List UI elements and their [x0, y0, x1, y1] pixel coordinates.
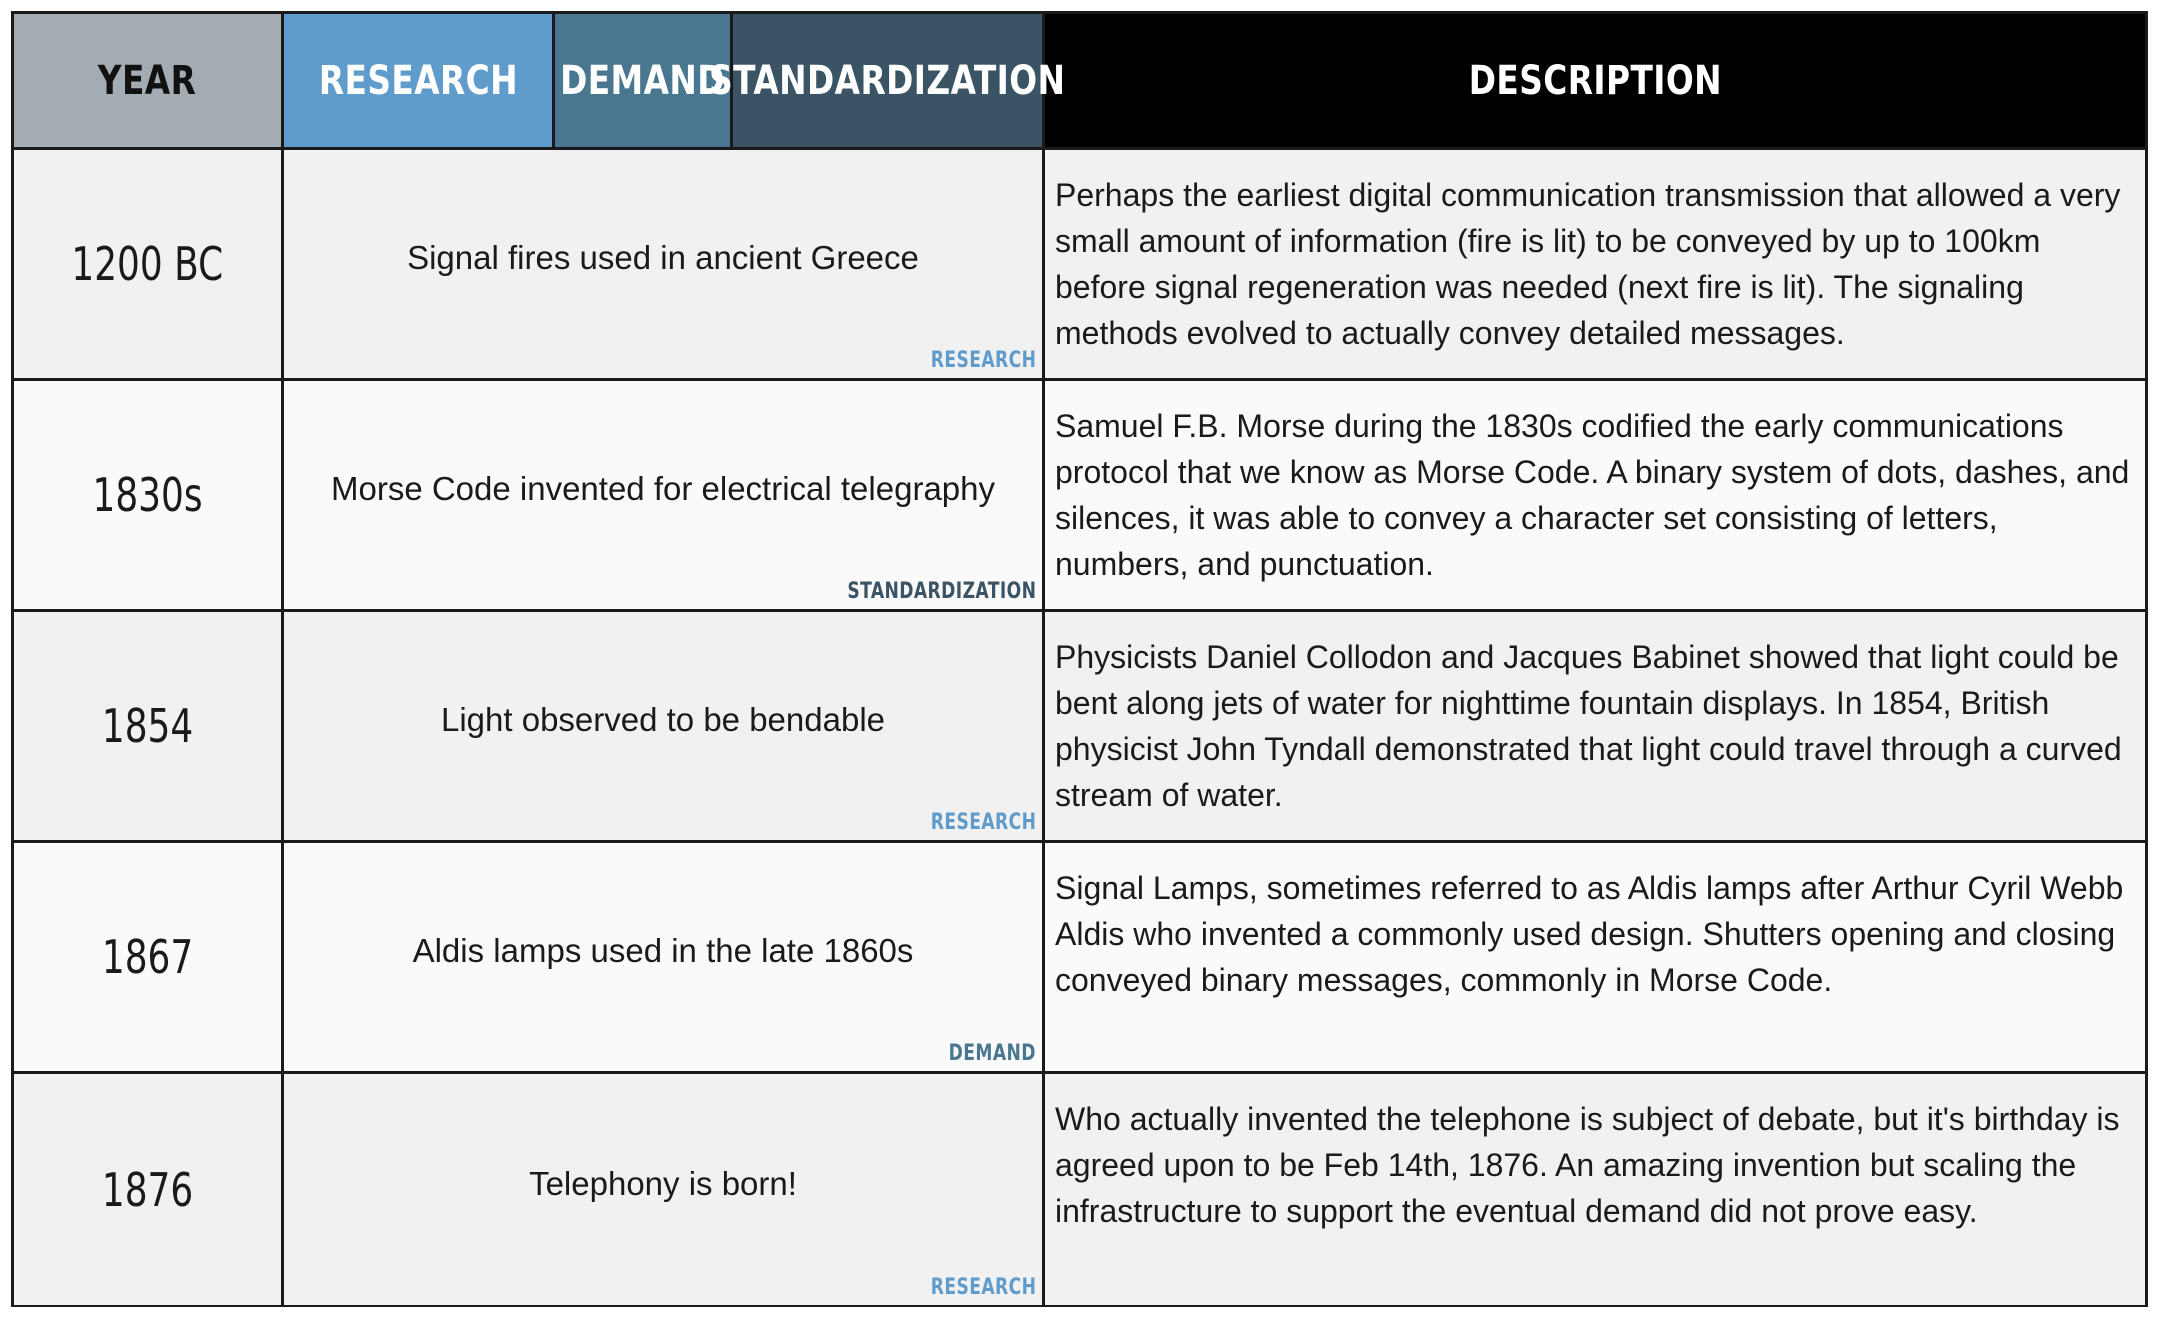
event-text: Morse Code invented for electrical telegraphy	[330, 470, 995, 507]
category-tag: RESEARCH	[930, 348, 1036, 373]
header-year: YEAR	[14, 14, 284, 150]
row-event	[284, 612, 1045, 843]
row-event	[284, 843, 1045, 1074]
event-text: Light observed to be bendable	[440, 701, 886, 738]
category-tag: RESEARCH	[930, 810, 1036, 835]
row-event	[284, 150, 1045, 381]
row-description: Samuel F.B. Morse during the 1830s codified the early communications protocol that we know as Morse Code. A binary system of dots, dashes, and silences, it was able to convey a character set consisting of letters, numbers, and punctuation.	[1045, 381, 2145, 612]
header-description: DESCRIPTION	[1045, 14, 2145, 150]
row-year: 1830s	[14, 381, 284, 612]
row-year: 1854	[14, 612, 284, 843]
category-tag: STANDARDIZATION	[846, 579, 1036, 604]
header-standardization: STANDARDIZATION	[733, 14, 1045, 150]
row-event	[284, 1074, 1045, 1305]
header-research: RESEARCH	[284, 14, 555, 150]
row-year: 1867	[14, 843, 284, 1074]
category-tag: RESEARCH	[930, 1275, 1036, 1300]
row-description: Perhaps the earliest digital communication transmission that allowed a very small amount of information (fire is lit) to be conveyed by up to 100km before signal regeneration was needed (next fire is lit). The signaling methods evolved to actually convey detailed messages.	[1045, 150, 2145, 381]
row-description: Who actually invented the telephone is subject of debate, but it's birthday is agreed upon to be Feb 14th, 1876. An amazing invention but scaling the infrastructure to support the eventual demand did not prove easy.	[1045, 1074, 2145, 1305]
row-year: 1200 BC	[14, 150, 284, 381]
event-text: Aldis lamps used in the late 1860s	[412, 932, 914, 969]
row-year: 1876	[14, 1074, 284, 1305]
row-description: Signal Lamps, sometimes referred to as Aldis lamps after Arthur Cyril Webb Aldis who invented a commonly used design. Shutters opening and closing conveyed binary messages, commonly in Morse Code.	[1045, 843, 2145, 1074]
event-text: Telephony is born!	[529, 1164, 797, 1202]
category-tag: DEMAND	[948, 1041, 1036, 1066]
row-event	[284, 381, 1045, 612]
row-description: Physicists Daniel Collodon and Jacques Babinet showed that light could be bent along jets of water for nighttime fountain displays. In 1854, British physicist John Tyndall demonstrated that light could travel through a curved stream of water.	[1045, 612, 2145, 843]
header-demand: DEMAND	[555, 14, 733, 150]
event-text: Signal fires used in ancient Greece	[407, 239, 919, 276]
timeline-table	[11, 11, 2148, 1307]
